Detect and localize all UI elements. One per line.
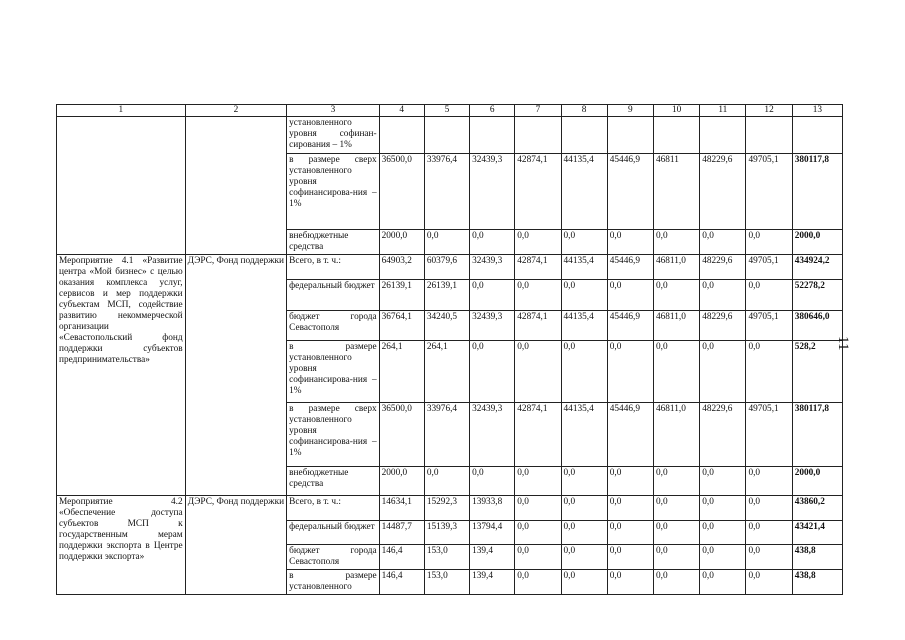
funding-source-cell: федеральный бюджет xyxy=(287,280,379,311)
value-cell: 0,0 xyxy=(700,280,746,311)
value-cell: 0,0 xyxy=(561,280,607,311)
total-cell: 438,8 xyxy=(792,545,842,570)
value-cell: 0,0 xyxy=(746,280,792,311)
value-cell: 0,0 xyxy=(515,521,561,545)
value-cell: 0,0 xyxy=(700,341,746,403)
value-cell: 0,0 xyxy=(653,545,699,570)
value-cell: 0,0 xyxy=(470,467,515,496)
column-number-1: 1 xyxy=(57,105,186,117)
value-cell: 0,0 xyxy=(700,521,746,545)
funding-source-cell: бюджет города Севастополя xyxy=(287,311,379,341)
value-cell: 0,0 xyxy=(746,545,792,570)
activity-cell: Мероприятие 4.2 «Обеспечение доступа субъектов МСП к государственным мерам поддержки экспорта в Центре поддержки экспорта» xyxy=(57,496,186,595)
funding-source-cell: Всего, в т. ч.: xyxy=(287,496,379,521)
value-cell xyxy=(607,117,653,154)
value-cell: 45446,9 xyxy=(607,255,653,280)
value-cell: 0,0 xyxy=(424,467,469,496)
value-cell: 46811,0 xyxy=(653,255,699,280)
value-cell: 146,4 xyxy=(379,545,424,570)
value-cell: 2000,0 xyxy=(379,230,424,255)
value-cell: 15292,3 xyxy=(424,496,469,521)
value-cell: 0,0 xyxy=(607,341,653,403)
value-cell: 0,0 xyxy=(561,570,607,595)
funding-source-cell: установленного уровня софинан-сирования – 1% xyxy=(287,117,379,154)
total-cell: 43860,2 xyxy=(792,496,842,521)
value-cell: 49705,1 xyxy=(746,311,792,341)
value-cell: 2000,0 xyxy=(379,467,424,496)
value-cell: 139,4 xyxy=(470,570,515,595)
value-cell: 44135,4 xyxy=(561,311,607,341)
value-cell: 60379,6 xyxy=(424,255,469,280)
funding-source-cell: в размере установленного уровня софинансирова-ния – 1% xyxy=(287,341,379,403)
activity-cell xyxy=(57,117,186,255)
executor-cell: ДЭРС, Фонд поддержки xyxy=(185,496,287,595)
value-cell xyxy=(515,117,561,154)
value-cell: 0,0 xyxy=(424,230,469,255)
value-cell: 46811,0 xyxy=(653,311,699,341)
value-cell: 0,0 xyxy=(746,467,792,496)
value-cell: 0,0 xyxy=(607,545,653,570)
total-cell: 380117,8 xyxy=(792,403,842,467)
column-number-4: 4 xyxy=(379,105,424,117)
column-number-2: 2 xyxy=(185,105,287,117)
value-cell: 0,0 xyxy=(607,570,653,595)
value-cell: 36764,1 xyxy=(379,311,424,341)
value-cell: 0,0 xyxy=(515,570,561,595)
total-cell: 2000,0 xyxy=(792,467,842,496)
budget-table xyxy=(56,104,843,595)
funding-source-cell: внебюджетные средства xyxy=(287,467,379,496)
value-cell: 0,0 xyxy=(607,230,653,255)
value-cell: 0,0 xyxy=(515,496,561,521)
value-cell: 45446,9 xyxy=(607,311,653,341)
value-cell: 44135,4 xyxy=(561,255,607,280)
page-number: 11 xyxy=(835,336,851,351)
value-cell: 48229,6 xyxy=(700,403,746,467)
header-row xyxy=(57,105,843,117)
table-row xyxy=(57,117,843,154)
value-cell: 13794,4 xyxy=(470,521,515,545)
value-cell: 44135,4 xyxy=(561,154,607,230)
value-cell xyxy=(424,117,469,154)
value-cell: 32439,3 xyxy=(470,311,515,341)
value-cell: 0,0 xyxy=(700,496,746,521)
value-cell: 0,0 xyxy=(561,230,607,255)
value-cell: 49705,1 xyxy=(746,403,792,467)
column-number-8: 8 xyxy=(561,105,607,117)
funding-source-cell: внебюджетные средства xyxy=(287,230,379,255)
value-cell: 0,0 xyxy=(746,570,792,595)
value-cell: 32439,3 xyxy=(470,403,515,467)
value-cell: 0,0 xyxy=(470,230,515,255)
value-cell: 0,0 xyxy=(470,341,515,403)
value-cell: 0,0 xyxy=(653,341,699,403)
executor-cell: ДЭРС, Фонд поддержки xyxy=(185,255,287,496)
funding-source-cell: бюджет города Севастополя xyxy=(287,545,379,570)
value-cell: 0,0 xyxy=(700,570,746,595)
value-cell: 0,0 xyxy=(746,341,792,403)
value-cell xyxy=(561,117,607,154)
value-cell: 42874,1 xyxy=(515,403,561,467)
executor-cell xyxy=(185,117,287,255)
value-cell: 44135,4 xyxy=(561,403,607,467)
value-cell: 64903,2 xyxy=(379,255,424,280)
value-cell: 14487,7 xyxy=(379,521,424,545)
value-cell: 0,0 xyxy=(515,230,561,255)
value-cell: 146,4 xyxy=(379,570,424,595)
value-cell: 32439,3 xyxy=(470,255,515,280)
value-cell: 48229,6 xyxy=(700,311,746,341)
value-cell: 0,0 xyxy=(700,467,746,496)
value-cell: 45446,9 xyxy=(607,154,653,230)
value-cell: 0,0 xyxy=(653,496,699,521)
value-cell: 0,0 xyxy=(653,230,699,255)
value-cell: 46811,0 xyxy=(653,403,699,467)
value-cell: 153,0 xyxy=(424,545,469,570)
funding-source-cell: в размере сверх установленного уровня софинансирова-ния – 1% xyxy=(287,403,379,467)
value-cell: 0,0 xyxy=(746,496,792,521)
value-cell: 45446,9 xyxy=(607,403,653,467)
value-cell: 14634,1 xyxy=(379,496,424,521)
value-cell xyxy=(700,117,746,154)
value-cell: 0,0 xyxy=(607,521,653,545)
total-cell xyxy=(792,117,842,154)
funding-source-cell: в размере установленного xyxy=(287,570,379,595)
value-cell: 264,1 xyxy=(424,341,469,403)
total-cell: 43421,4 xyxy=(792,521,842,545)
value-cell: 0,0 xyxy=(561,467,607,496)
value-cell: 33976,4 xyxy=(424,154,469,230)
value-cell: 0,0 xyxy=(700,545,746,570)
column-number-11: 11 xyxy=(700,105,746,117)
value-cell: 0,0 xyxy=(653,280,699,311)
table-row xyxy=(57,496,843,521)
column-number-3: 3 xyxy=(287,105,379,117)
value-cell: 36500,0 xyxy=(379,403,424,467)
value-cell: 42874,1 xyxy=(515,311,561,341)
value-cell: 264,1 xyxy=(379,341,424,403)
value-cell: 0,0 xyxy=(700,230,746,255)
value-cell: 153,0 xyxy=(424,570,469,595)
total-cell: 52278,2 xyxy=(792,280,842,311)
value-cell: 26139,1 xyxy=(379,280,424,311)
value-cell: 33976,4 xyxy=(424,403,469,467)
column-number-12: 12 xyxy=(746,105,792,117)
value-cell: 0,0 xyxy=(653,570,699,595)
total-cell: 380117,8 xyxy=(792,154,842,230)
value-cell xyxy=(470,117,515,154)
value-cell xyxy=(746,117,792,154)
activity-cell: Мероприятие 4.1 «Развитие центра «Мой бизнес» с целью оказания комплекса услуг, сервисов и мер поддержки субъектам МСП, содействие развитию некоммерческой организации «Севастопольский фонд поддержки субъектов предпринимательства» xyxy=(57,255,186,496)
column-number-10: 10 xyxy=(653,105,699,117)
value-cell: 0,0 xyxy=(515,341,561,403)
value-cell: 139,4 xyxy=(470,545,515,570)
value-cell xyxy=(653,117,699,154)
value-cell: 36500,0 xyxy=(379,154,424,230)
value-cell: 0,0 xyxy=(515,545,561,570)
value-cell: 0,0 xyxy=(515,280,561,311)
total-cell: 380646,0 xyxy=(792,311,842,341)
value-cell xyxy=(379,117,424,154)
total-cell: 528,2 xyxy=(792,341,842,403)
value-cell: 0,0 xyxy=(470,280,515,311)
table-row xyxy=(57,255,843,280)
value-cell: 0,0 xyxy=(607,280,653,311)
value-cell: 48229,6 xyxy=(700,154,746,230)
value-cell: 34240,5 xyxy=(424,311,469,341)
total-cell: 438,8 xyxy=(792,570,842,595)
value-cell: 0,0 xyxy=(746,230,792,255)
value-cell: 0,0 xyxy=(561,521,607,545)
value-cell: 42874,1 xyxy=(515,255,561,280)
column-number-9: 9 xyxy=(607,105,653,117)
value-cell: 0,0 xyxy=(561,545,607,570)
funding-source-cell: федеральный бюджет xyxy=(287,521,379,545)
value-cell: 0,0 xyxy=(561,341,607,403)
column-number-6: 6 xyxy=(470,105,515,117)
value-cell: 0,0 xyxy=(515,467,561,496)
value-cell: 48229,6 xyxy=(700,255,746,280)
column-number-7: 7 xyxy=(515,105,561,117)
value-cell: 49705,1 xyxy=(746,154,792,230)
value-cell: 42874,1 xyxy=(515,154,561,230)
value-cell: 13933,8 xyxy=(470,496,515,521)
total-cell: 2000,0 xyxy=(792,230,842,255)
funding-source-cell: Всего, в т. ч.: xyxy=(287,255,379,280)
value-cell: 26139,1 xyxy=(424,280,469,311)
value-cell: 0,0 xyxy=(653,467,699,496)
column-number-5: 5 xyxy=(424,105,469,117)
funding-source-cell: в размере сверх установленного уровня софинансирова-ния – 1% xyxy=(287,154,379,230)
value-cell: 32439,3 xyxy=(470,154,515,230)
value-cell: 46811 xyxy=(653,154,699,230)
total-cell: 434924,2 xyxy=(792,255,842,280)
value-cell: 0,0 xyxy=(746,521,792,545)
value-cell: 0,0 xyxy=(607,496,653,521)
value-cell: 0,0 xyxy=(653,521,699,545)
column-number-13: 13 xyxy=(792,105,842,117)
value-cell: 0,0 xyxy=(561,496,607,521)
value-cell: 49705,1 xyxy=(746,255,792,280)
value-cell: 0,0 xyxy=(607,467,653,496)
value-cell: 15139,3 xyxy=(424,521,469,545)
